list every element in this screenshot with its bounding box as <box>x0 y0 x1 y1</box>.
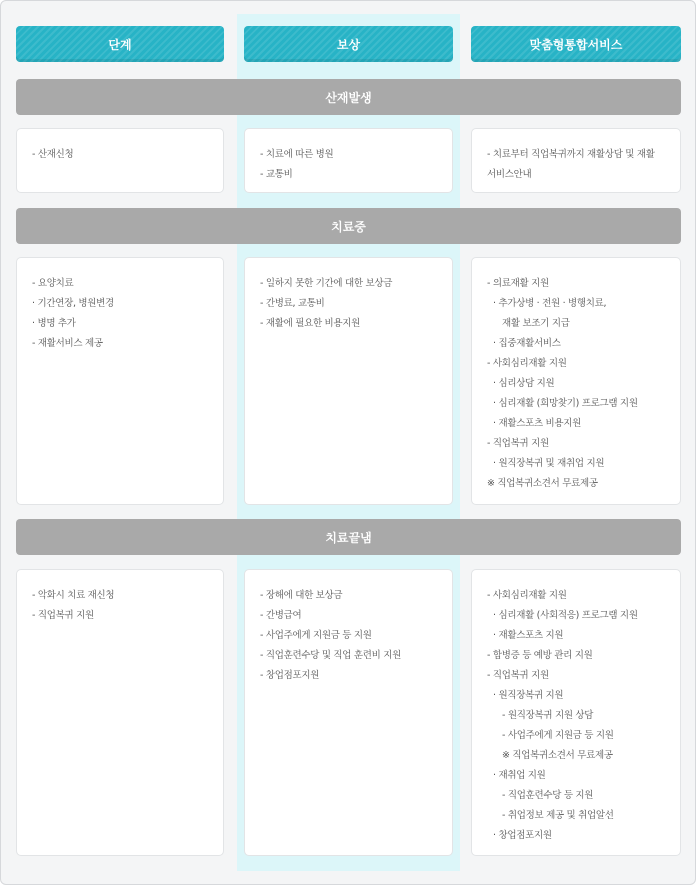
list-item: - 원직장복귀 지원 상담 <box>502 710 594 721</box>
box-occurrence-compensation <box>244 128 453 193</box>
list-item: - 창업점포지원 <box>260 670 320 681</box>
list-item: - 일하지 못한 기간에 대한 보상금 <box>260 278 393 289</box>
list-item: · 원직장복귀 지원 <box>493 690 564 701</box>
list-item: ※ 직업복귀소견서 무료제공 <box>487 478 598 489</box>
list-item: - 산재신청 <box>32 149 74 160</box>
list-item: · 기간연장, 병원변경 <box>32 298 114 309</box>
box-occurrence-stage <box>16 128 224 193</box>
list-item: - 악화시 치료 재신청 <box>32 590 115 601</box>
list-item: - 직업복귀 지원 <box>487 438 549 449</box>
list-item: - 직업훈련수당 등 지원 <box>502 790 594 801</box>
list-item: · 추가상병 · 전원 · 병행치료, <box>493 298 607 309</box>
list-item: - 의료재활 지원 <box>487 278 549 289</box>
box-occurrence-service <box>471 128 681 193</box>
list-item: · 심리상담 지원 <box>493 378 555 389</box>
list-item: - 사회심리재활 지원 <box>487 590 567 601</box>
header-stage: 단계 <box>16 26 224 62</box>
list-item: 서비스안내 <box>487 169 532 180</box>
list-item: - 사업주에게 지원금 등 지원 <box>260 630 372 641</box>
list-item: · 재활스포츠 지원 <box>493 630 564 641</box>
list-item: - 직업복귀 지원 <box>487 670 549 681</box>
list-item: - 합병증 등 예방 관리 지원 <box>487 650 593 661</box>
stage-bar-treatment: 치료중 <box>16 208 681 244</box>
list-item: - 재활에 필요한 비용지원 <box>260 318 361 329</box>
list-item: - 간병급여 <box>260 610 302 621</box>
list-item: 재활 보조기 지급 <box>502 318 570 329</box>
list-item: · 병명 추가 <box>32 318 76 329</box>
header-integrated-service: 맞춤형통합서비스 <box>471 26 681 62</box>
list-item: · 집중재활서비스 <box>493 338 561 349</box>
list-item: - 교통비 <box>260 169 293 180</box>
list-item: - 치료부터 직업복귀까지 재활상담 및 재활 <box>487 149 655 160</box>
list-item: · 창업점포지원 <box>493 830 552 841</box>
list-item: - 취업정보 제공 및 취업알선 <box>502 810 614 821</box>
list-item: - 사업주에게 지원금 등 지원 <box>502 730 614 741</box>
list-item: ※ 직업복귀소견서 무료제공 <box>502 750 613 761</box>
box-treatment-compensation <box>244 257 453 505</box>
list-item: · 심리재활 (사회적응) 프로그램 지원 <box>493 610 638 621</box>
list-item: · 재취업 지원 <box>493 770 546 781</box>
box-treatment-stage <box>16 257 224 505</box>
list-item: - 직업훈련수당 및 직업 훈련비 지원 <box>260 650 402 661</box>
list-item: - 장해에 대한 보상금 <box>260 590 343 601</box>
header-compensation: 보상 <box>244 26 453 62</box>
list-item: - 간병료, 교통비 <box>260 298 325 309</box>
stage-bar-occurrence: 산재발생 <box>16 79 681 115</box>
box-treatment-service <box>471 257 681 505</box>
list-item: · 원직장복귀 및 재취업 지원 <box>493 458 605 469</box>
list-item: · 심리재활 (희망찾기) 프로그램 지원 <box>493 398 638 409</box>
list-item: - 요양치료 <box>32 278 74 289</box>
list-item: - 직업복귀 지원 <box>32 610 94 621</box>
list-item: - 치료에 따른 병원 <box>260 149 334 160</box>
box-end-compensation <box>244 569 453 856</box>
box-end-stage <box>16 569 224 856</box>
stage-bar-end-treatment: 치료끝냄 <box>16 519 681 555</box>
box-end-service <box>471 569 681 856</box>
list-item: - 재활서비스 제공 <box>32 338 103 349</box>
list-item: · 재활스포츠 비용지원 <box>493 418 582 429</box>
list-item: - 사회심리재활 지원 <box>487 358 567 369</box>
